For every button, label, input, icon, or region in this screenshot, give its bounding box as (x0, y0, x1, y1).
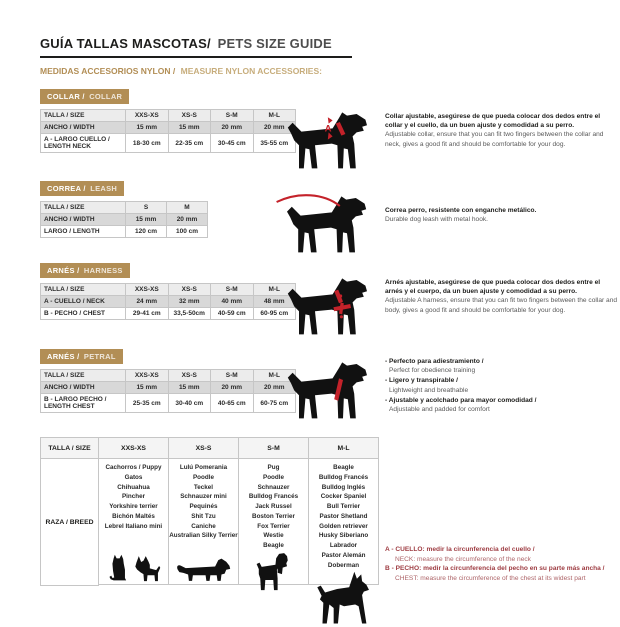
row-label-cell: TALLA / SIZE (41, 284, 126, 296)
harness-size-table (40, 283, 296, 320)
breeds-row-label: RAZA / BREED (41, 459, 99, 586)
badge-es: ARNÉS / (47, 352, 80, 361)
breed-name: Husky Siberiano (318, 532, 369, 540)
petral-feature-item (385, 357, 618, 375)
row-label-cell: ANCHO / WIDTH (41, 382, 126, 394)
breed-name: Boston Terrier (252, 512, 295, 520)
text-primary: - Ajustable y acolchado para mayor comodidad / (385, 396, 537, 404)
breeds-cell-s-m (239, 459, 309, 585)
page-subtitle-en: MEASURE NYLON ACCESSORIES: (180, 66, 322, 76)
dog-petral-icon (282, 356, 380, 428)
badge-es: COLLAR / (47, 92, 85, 101)
table-row (41, 226, 208, 238)
collar-desc-en: Adjustable collar, ensure that you can fit two fingers between the collar and neck, gives a good fit and should be comfortable for your dog. (385, 131, 604, 148)
value-cell: S-M (211, 284, 254, 296)
breed-name: Westie (263, 532, 284, 540)
breeds-header-xxs-xs: XXS-XS (99, 438, 169, 459)
breed-name: Bulldog Inglés (321, 483, 366, 491)
collar-description (385, 112, 618, 149)
value-cell: XXS-XS (126, 284, 169, 296)
row-label-cell: B - LARGO PECHO / LENGTH CHEST (41, 394, 126, 413)
breed-name: Gatos (124, 473, 143, 481)
collar-size-table (40, 109, 296, 153)
silhouette-group (239, 551, 308, 593)
value-cell: XS-S (168, 370, 211, 382)
breeds-header-m-l: M-L (309, 438, 379, 459)
text-secondary: Adjustable and padded for comfort (389, 406, 490, 414)
measurement-note (385, 564, 618, 583)
text-secondary: Lightweight and breathable (389, 386, 469, 394)
value-cell: 35-55 cm (253, 134, 296, 153)
petral-feature-item (385, 396, 618, 414)
breed-name: Shit Tzu (191, 512, 216, 520)
harness-desc-es: Arnés ajustable, asegúrese de que pueda colocar dos dedos entre el arnés y el cuerpo, da un buen ajuste y comodidad a su perro. (385, 279, 601, 296)
page-title-en: PETS SIZE GUIDE (217, 36, 332, 51)
breed-name: Jack Russel (255, 503, 292, 510)
text-secondary: CHEST: measure the circumference of the chest at its widest part (395, 574, 586, 582)
breed-name: Lebrel Italiano mini (104, 522, 163, 530)
page-subtitle (40, 66, 322, 76)
value-cell: 20 mm (253, 122, 296, 134)
page-title (40, 36, 352, 58)
row-label-cell: TALLA / SIZE (41, 202, 126, 214)
value-cell: 60-75 cm (253, 394, 296, 413)
breed-name: Teckel (193, 483, 214, 491)
breed-name: Bichón Maltés (112, 512, 155, 520)
breed-name: Bulldog Francés (248, 493, 299, 501)
breed-name: Beagle (263, 542, 284, 549)
breed-name: Fox Terrier (257, 522, 290, 530)
breed-name: Beagle (333, 464, 354, 471)
row-label-cell: B - PECHO / CHEST (41, 308, 126, 320)
value-cell: M (167, 202, 208, 214)
petral-feature-item (385, 376, 618, 394)
value-cell: M-L (253, 284, 296, 296)
breed-name: Doberman (327, 561, 360, 569)
breed-name: Australian Silky Terrier (169, 532, 238, 540)
breed-name: Cachorros / Puppy (105, 464, 162, 471)
badge-en: PETRAL (83, 352, 116, 361)
breed-name: Golden retriever (319, 522, 368, 530)
value-cell: 25-35 cm (126, 394, 169, 413)
value-cell: 22-35 cm (168, 134, 211, 153)
table-header-row (41, 202, 208, 214)
value-cell: 120 cm (126, 226, 167, 238)
breed-name: Poodle (263, 473, 284, 481)
leash-size-table (40, 201, 208, 238)
breeds-header-s-m: S-M (239, 438, 309, 459)
cat-icon (107, 553, 131, 584)
dog-collar-icon (282, 106, 380, 178)
measurement-note (385, 545, 618, 564)
breed-name: Pastor Shetland (319, 512, 368, 520)
breed-name: Caniche (191, 522, 216, 530)
value-cell: 15 mm (126, 214, 167, 226)
value-cell: S-M (211, 370, 254, 382)
dachshund-icon (175, 557, 233, 584)
badge-en: LEASH (90, 184, 118, 193)
badge-es: ARNÉS / (47, 266, 80, 275)
row-label-cell: TALLA / SIZE (41, 110, 126, 122)
breed-name: Pequinés (189, 503, 218, 510)
value-cell: 15 mm (126, 122, 169, 134)
table-row (41, 382, 296, 394)
text-primary: - Perfecto para adiestramiento / (385, 358, 484, 365)
table-row (41, 394, 296, 413)
breed-name: Poodle (192, 473, 214, 481)
table-row (41, 308, 296, 320)
table-row (41, 134, 296, 153)
breed-name: Bulldog Francés (318, 473, 369, 481)
table-header-row (41, 110, 296, 122)
value-cell: XXS-XS (126, 110, 169, 122)
value-cell: 29-41 cm (126, 308, 169, 320)
value-cell: XXS-XS (126, 370, 169, 382)
page-subtitle-es: MEDIDAS ACCESORIOS NYLON / (40, 66, 176, 76)
value-cell: 30-45 cm (211, 134, 254, 153)
breed-name: Chihuahua (117, 483, 150, 491)
breed-list (105, 463, 162, 531)
table-row (41, 214, 208, 226)
value-cell: 20 mm (211, 122, 254, 134)
petral-size-table (40, 369, 296, 413)
breeds-header-size: TALLA / SIZE (41, 438, 99, 459)
row-label-cell: LARGO / LENGTH (41, 226, 126, 238)
value-cell: 15 mm (168, 122, 211, 134)
value-cell: S (126, 202, 167, 214)
value-cell: S-M (211, 110, 254, 122)
text-primary: A - CUELLO: medir la circunferencia del cuello / (385, 546, 535, 553)
value-cell: 40-59 cm (211, 308, 254, 320)
text-secondary: NECK: measure the circumference of the neck (395, 555, 531, 563)
leash-desc-en: Durable dog leash with metal hook. (385, 216, 488, 224)
table-header-row (41, 284, 296, 296)
schnauzer-icon (255, 551, 293, 593)
value-cell: XS-S (168, 110, 211, 122)
leash-desc-es: Correa perro, resistente con enganche metálico. (385, 207, 537, 214)
table-header-row (41, 370, 296, 382)
breeds-table (40, 437, 379, 586)
collar-section-badge (40, 89, 129, 104)
silhouette-group (309, 570, 378, 627)
dog-leash-icon (275, 190, 379, 262)
row-label-cell: A - LARGO CUELLO / LENGTH NECK (41, 134, 126, 153)
collar-diagram-label: A (324, 123, 332, 135)
row-label-cell: A - CUELLO / NECK (41, 296, 126, 308)
breed-list (319, 463, 368, 570)
value-cell: 20 mm (167, 214, 208, 226)
page-title-es: GUÍA TALLAS MASCOTAS/ (40, 36, 211, 51)
badge-es: CORREA / (47, 184, 86, 193)
value-cell: M-L (253, 110, 296, 122)
text-secondary: Perfect for obedience training (389, 367, 476, 375)
leash-description (385, 206, 618, 224)
value-cell: 15 mm (168, 382, 211, 394)
table-row (41, 122, 296, 134)
doberman-icon (313, 570, 375, 627)
row-label-cell: TALLA / SIZE (41, 370, 126, 382)
harness-desc-en: Adjustable A harness, ensure that you can fit two fingers between the collar and body, gives a good fit and should be comfortable for your dog. (385, 297, 618, 314)
table-row (41, 296, 296, 308)
value-cell: 32 mm (168, 296, 211, 308)
value-cell: 30-40 cm (168, 394, 211, 413)
collar-desc-es: Collar ajustable, asegúrese de que pueda colocar dos dedos entre el collar y el cuello, da un buen ajuste y comodidad a su perro. (385, 113, 601, 130)
breeds-header-xs-s: XS-S (169, 438, 239, 459)
value-cell: M-L (253, 370, 296, 382)
breed-name: Schnauzer (257, 483, 290, 491)
row-label-cell: ANCHO / WIDTH (41, 122, 126, 134)
breed-name: Yorkshire terrier (109, 503, 158, 510)
breed-name: Pastor Alemán (321, 551, 366, 559)
breed-list (249, 463, 298, 551)
badge-en: HARNESS (83, 266, 123, 275)
chihuahua-icon (134, 555, 161, 584)
value-cell: 20 mm (253, 382, 296, 394)
breed-name: Schnauzer mini (180, 493, 227, 501)
breed-name: Labrador (329, 542, 358, 549)
value-cell: 15 mm (126, 382, 169, 394)
value-cell: 48 mm (253, 296, 296, 308)
breed-list (169, 463, 237, 541)
value-cell: 20 mm (211, 382, 254, 394)
text-primary: - Ligero y transpirable / (385, 377, 458, 385)
breed-name: Pug (267, 464, 280, 471)
breed-name: Cocker Spaniel (320, 493, 367, 501)
breeds-cell-xxs-xs (99, 459, 169, 585)
breed-name: Lulú Pomerania (179, 464, 228, 471)
badge-en: COLLAR (89, 92, 123, 101)
value-cell: XS-S (168, 284, 211, 296)
silhouette-group (99, 553, 168, 584)
breeds-cell-xs-s (169, 459, 239, 585)
petral-section-badge (40, 349, 123, 364)
value-cell: 100 cm (167, 226, 208, 238)
leash-section-badge (40, 181, 124, 196)
breeds-cell-m-l (309, 459, 379, 585)
text-primary: B - PECHO: medir la circunferencia del pecho en su parte más ancha / (385, 565, 605, 573)
row-label-cell: ANCHO / WIDTH (41, 214, 126, 226)
petral-feature-list (385, 357, 618, 415)
value-cell: 24 mm (126, 296, 169, 308)
value-cell: 60-95 cm (253, 308, 296, 320)
value-cell: 40-65 cm (211, 394, 254, 413)
harness-section-badge (40, 263, 130, 278)
measurement-notes (385, 545, 618, 583)
value-cell: 33,5-50cm (168, 308, 211, 320)
silhouette-group (169, 557, 238, 584)
value-cell: 18-30 cm (126, 134, 169, 153)
dog-harness-icon (282, 272, 380, 344)
breed-name: Pincher (121, 493, 146, 501)
harness-description (385, 278, 618, 315)
breed-name: Bull Terrier (326, 503, 361, 510)
value-cell: 40 mm (211, 296, 254, 308)
